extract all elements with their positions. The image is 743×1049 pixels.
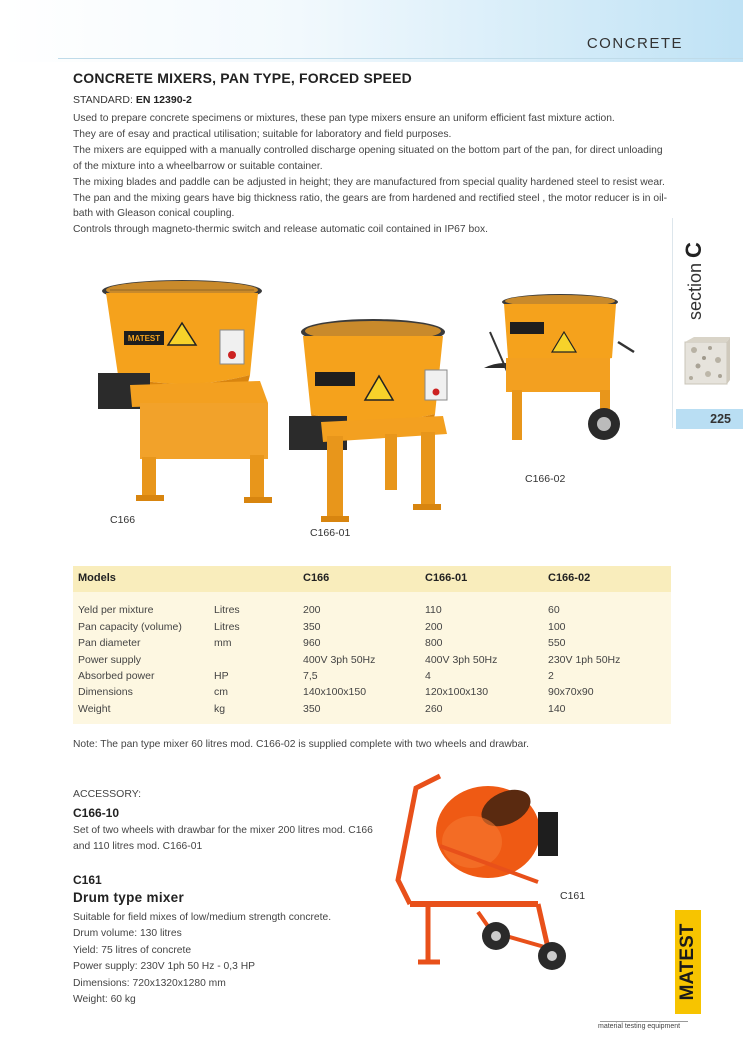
section-label xyxy=(681,242,706,320)
drum-spec-line: Weight: 60 kg xyxy=(73,994,136,1006)
mixer-brand-label: MATEST xyxy=(127,334,161,343)
row-unit: HP xyxy=(214,670,229,682)
table-row xyxy=(73,703,671,719)
row-value-c166-01: 400V 3ph 50Hz xyxy=(425,654,498,666)
mixer-c166-02-image xyxy=(480,292,640,452)
header-band xyxy=(0,0,743,62)
page-number: 225 xyxy=(676,409,743,429)
row-value-c166: 140x100x150 xyxy=(303,686,367,698)
table-row xyxy=(73,654,671,670)
row-value-c166-02: 60 xyxy=(548,604,560,616)
row-unit: kg xyxy=(214,703,226,715)
row-label: Absorbed power xyxy=(78,670,155,682)
row-value-c166-01: 260 xyxy=(425,703,443,715)
description-line: Controls through magneto-thermic switch and release automatic coil contained in IP67 box. xyxy=(73,224,488,236)
row-value-c166: 960 xyxy=(303,637,321,649)
description-line: The mixing blades and paddle can be adjusted in height; they are manufactured from special quality hardened steel to resist wear. xyxy=(73,176,665,188)
mixer-c166-01-image xyxy=(285,312,455,532)
drum-mixer-name: Drum type mixer xyxy=(73,890,185,905)
description-line: They are of esay and practical utilisation; suitable for laboratory and field purposes. xyxy=(73,128,452,140)
table-row xyxy=(73,621,671,637)
matest-logo xyxy=(675,910,701,1014)
spec-table xyxy=(73,566,671,724)
drum-spec-line: Drum volume: 130 litres xyxy=(73,928,182,940)
drum-mixer-code: C161 xyxy=(73,873,102,887)
row-unit: mm xyxy=(214,637,232,649)
row-label: Power supply xyxy=(78,654,142,666)
footer-rule xyxy=(600,1021,688,1022)
table-row xyxy=(73,637,671,653)
section-letter: C xyxy=(681,242,706,258)
drum-mixer-specs xyxy=(73,910,373,1008)
drum-spec-line: Power supply: 230V 1ph 50 Hz - 0,3 HP xyxy=(73,961,256,973)
standard-label: STANDARD: xyxy=(73,94,133,106)
row-value-c166-02: 90x70x90 xyxy=(548,686,594,698)
table-row xyxy=(73,686,671,702)
tagline: material testing equipment xyxy=(598,1023,681,1030)
sidebar-rule xyxy=(672,218,673,428)
row-value-c166-02: 230V 1ph 50Hz xyxy=(548,654,621,666)
caption-c161: C161 xyxy=(560,890,586,902)
row-label: Yeld per mixture xyxy=(78,604,154,616)
row-value-c166-02: 100 xyxy=(548,621,566,633)
row-value-c166-01: 4 xyxy=(425,670,431,682)
row-value-c166: 400V 3ph 50Hz xyxy=(303,654,376,666)
row-label: Dimensions xyxy=(78,686,133,698)
row-value-c166: 350 xyxy=(303,621,321,633)
standard-line xyxy=(73,94,192,106)
svg-text:MATEST: MATEST xyxy=(677,923,699,1001)
drum-spec-line: Yield: 75 litres of concrete xyxy=(73,944,192,956)
header-c166-02: C166-02 xyxy=(548,572,591,584)
accessory-description: Set of two wheels with drawbar for the mixer 200 litres mod. C166 and 110 litres mod. C166-01 xyxy=(73,825,373,852)
drum-spec-line: Dimensions: 720x1320x1280 mm xyxy=(73,977,226,989)
row-value-c166-02: 2 xyxy=(548,670,554,682)
row-unit: Litres xyxy=(214,604,240,616)
row-value-c166-01: 200 xyxy=(425,621,443,633)
row-value-c166-02: 140 xyxy=(548,703,566,715)
page-title: CONCRETE MIXERS, PAN TYPE, FORCED SPEED xyxy=(73,70,412,86)
drum-mixer-c161-image xyxy=(388,772,573,982)
accessory-label: ACCESSORY: xyxy=(73,788,142,800)
description-line: Used to prepare concrete specimens or mixtures, these pan type mixers ensure an uniform efficient fast mixture action. xyxy=(73,113,615,124)
row-unit: cm xyxy=(214,686,228,698)
row-value-c166: 7,5 xyxy=(303,670,318,682)
drum-spec-line: Suitable for field mixes of low/medium strength concrete. xyxy=(73,912,332,923)
header-rule xyxy=(58,58,743,59)
standard-value: EN 12390-2 xyxy=(135,94,192,106)
concrete-cube-image xyxy=(682,336,730,386)
row-label: Pan capacity (volume) xyxy=(78,621,182,633)
header-models: Models xyxy=(78,572,116,584)
section-word: section xyxy=(685,262,705,320)
header-c166: C166 xyxy=(303,572,330,584)
description-line: The pan and the mixing gears have big thickness ratio, the gears are from hardened and rectified steel , the motor reducer is in oil-bath with Gleason conical coupling. xyxy=(73,192,668,220)
caption-c166-02: C166-02 xyxy=(525,473,566,485)
mixer-c166-image xyxy=(90,275,280,525)
description-line: The mixers are equipped with a manually controlled discharge opening situated on the bottom part of the pan, for direct unloading of the mixture into a wheelbarrow or suitable container. xyxy=(73,144,663,172)
row-value-c166: 350 xyxy=(303,703,321,715)
header-c166-01: C166-01 xyxy=(425,572,468,584)
row-value-c166-01: 110 xyxy=(425,604,442,616)
note: Note: The pan type mixer 60 litres mod. C166-02 is supplied complete with two wheels and drawbar. xyxy=(73,739,529,750)
section-header-title: CONCRETE xyxy=(586,35,683,52)
row-label: Weight xyxy=(78,703,111,715)
caption-c166-01: C166-01 xyxy=(310,527,351,539)
row-unit: Litres xyxy=(214,621,240,633)
caption-c166: C166 xyxy=(110,514,136,526)
description xyxy=(73,111,673,238)
row-value-c166-01: 800 xyxy=(425,637,443,649)
row-value-c166-02: 550 xyxy=(548,637,566,649)
row-value-c166-01: 120x100x130 xyxy=(425,686,489,698)
table-row xyxy=(73,670,671,686)
table-row xyxy=(73,604,671,620)
spec-table-header xyxy=(73,566,671,592)
row-value-c166: 200 xyxy=(303,604,321,616)
accessory-code: C166-10 xyxy=(73,806,120,820)
row-label: Pan diameter xyxy=(78,637,141,649)
